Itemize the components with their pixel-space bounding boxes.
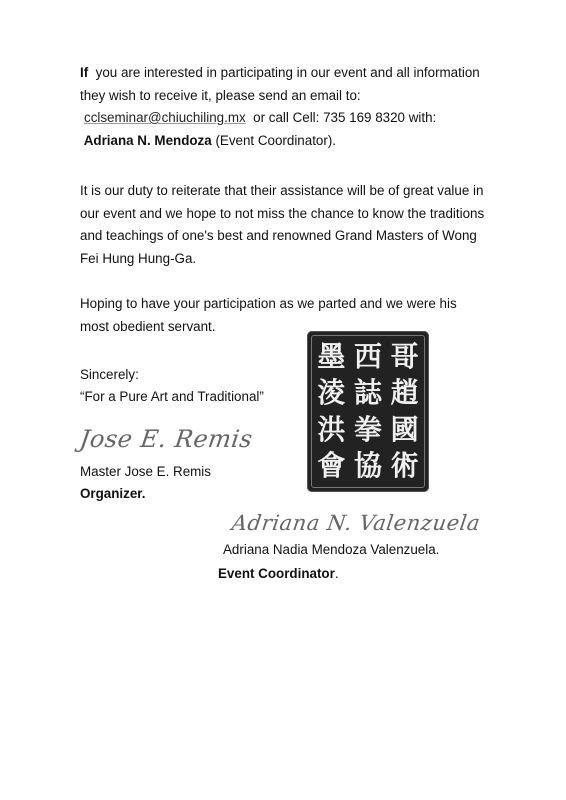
if-bold: If: [80, 65, 89, 80]
remis-signature: Jose E. Remis: [78, 425, 255, 453]
contact-line-1-text: you are interested in participating in our event and all information: [88, 65, 480, 80]
seal-glyph: 會: [317, 448, 346, 482]
chinese-seal: [307, 331, 429, 492]
coordinator-name: Adriana N. Mendoza: [83, 132, 212, 148]
contact-line-2: they wish to receive it, please send an email to:: [80, 87, 361, 103]
salutation: Sincerely:: [80, 367, 139, 382]
signer2-title-line: [218, 564, 339, 584]
seal-glyph: 協: [353, 448, 382, 482]
adriana-signature: Adriana N. Valenzuela: [230, 511, 482, 535]
seal-glyph: 趙: [390, 376, 419, 410]
seal-glyph: 西: [353, 340, 382, 374]
seal-glyph: 哥: [390, 340, 419, 374]
call-text: or call Cell: 735 169 8320 with:: [253, 110, 437, 125]
hope-line-2: most obedient servant.: [80, 318, 216, 334]
coordinator-role: (Event Coordinator).: [211, 132, 337, 148]
signer1-name: Master Jose E. Remis: [80, 464, 211, 479]
contact-paragraph: [80, 62, 486, 152]
signer2-name: Adriana Nadia Mendoza Valenzuela.: [223, 542, 440, 557]
seal-glyph: 拳: [353, 412, 382, 446]
seal-glyph: 淩: [317, 376, 346, 410]
seal-glyph: 洪: [317, 412, 346, 446]
seal-glyph: 誌: [353, 376, 382, 410]
duty-line-2: our event and we hope to not miss the chance to know the traditions: [80, 205, 485, 221]
seal-glyph: 墨: [317, 340, 346, 374]
motto: “For a Pure Art and Traditional”: [80, 389, 264, 404]
seal-glyph: 國: [390, 412, 419, 446]
contact-line-1: [80, 62, 486, 85]
duty-line-1: It is our duty to reiterate that their assistance will be of great value in: [80, 183, 484, 198]
duty-paragraph: [80, 180, 486, 270]
seal-glyph: 術: [390, 448, 419, 482]
duty-line-3: and teachings of one's best and renowned Grand Masters of Wong: [80, 228, 477, 243]
contact-line-3: [80, 107, 486, 130]
hope-line-1: Hoping to have your participation as we parted and we were his: [80, 296, 457, 311]
signer2-title-suffix: .: [334, 566, 339, 581]
signer1-title: Organizer.: [80, 486, 146, 501]
signer2-title: Event Coordinator: [218, 566, 335, 581]
duty-line-4: Fei Hung Hung-Ga.: [80, 250, 197, 266]
contact-line-4: [80, 130, 486, 153]
email-link[interactable]: cclseminar@chiuchiling.mx: [84, 110, 246, 125]
seal-glyph-grid: [313, 339, 423, 484]
